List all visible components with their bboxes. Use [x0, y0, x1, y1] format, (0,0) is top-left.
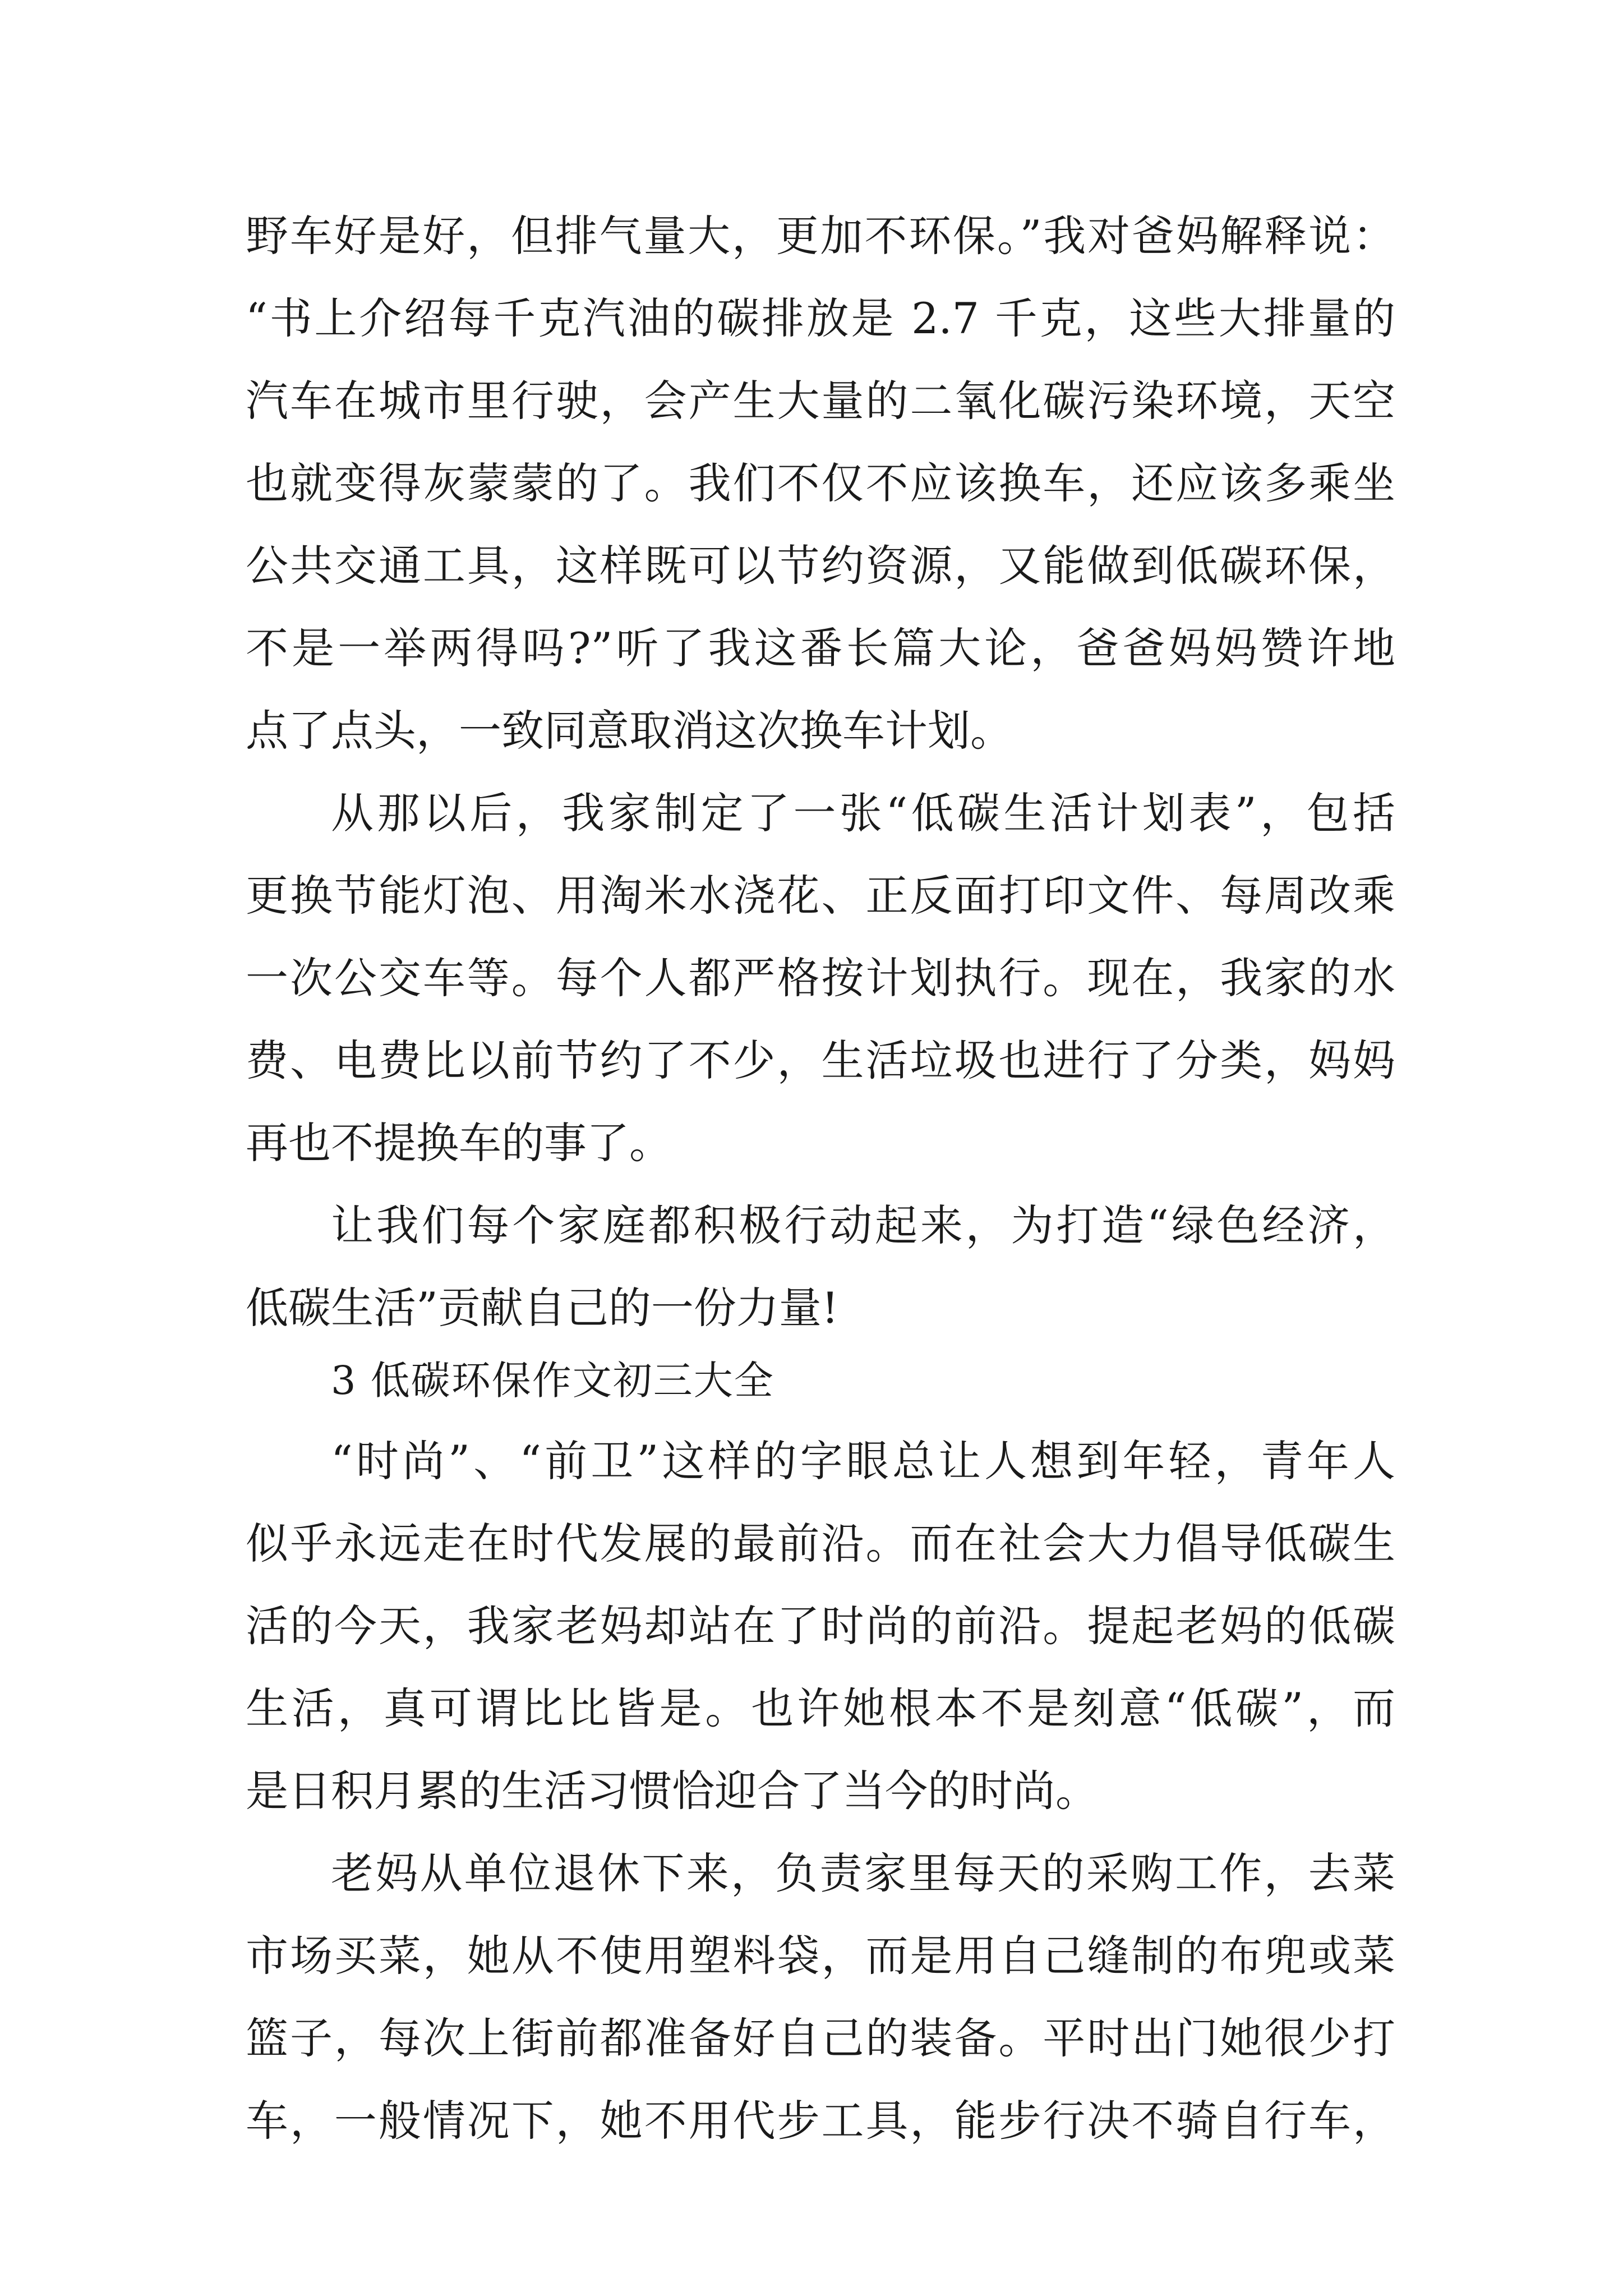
text-line: 是日积月累的生活习惯恰迎合了当今的时尚。 — [246, 1766, 1098, 1816]
section-heading: 3 低碳环保作文初三大全 — [331, 1358, 774, 1404]
text-line: 费、电费比以前节约了不少，生活垃圾也进行了分类，妈妈 — [246, 1036, 1395, 1085]
text-line: 点了点头，一致同意取消这次换车计划。 — [246, 706, 1013, 756]
text-line: 市场买菜，她从不使用塑料袋，而是用自己缝制的布兜或菜 — [246, 1931, 1395, 1981]
text-line: 车，一般情况下，她不用代步工具，能步行决不骑自行车， — [246, 2096, 1395, 2146]
text-line: 更换节能灯泡、用淘米水浇花、正反面打印文件、每周改乘 — [246, 871, 1395, 921]
text-line: 低碳生活”贡献自己的一份力量! — [246, 1283, 839, 1333]
text-line: 活的今天，我家老妈却站在了时尚的前沿。提起老妈的低碳 — [246, 1601, 1395, 1651]
text-line: 老妈从单位退休下来，负责家里每天的采购工作，去菜 — [331, 1848, 1395, 1898]
text-line: 从那以后，我家制定了一张“低碳生活计划表”，包括 — [331, 788, 1395, 838]
text-line: 似乎永远走在时代发展的最前沿。而在社会大力倡导低碳生 — [246, 1519, 1395, 1568]
text-line: 篮子，每次上街前都准备好自己的装备。平时出门她很少打 — [246, 2013, 1395, 2063]
text-line: 不是一举两得吗?”听了我这番长篇大论，爸爸妈妈赞许地 — [246, 623, 1395, 673]
text-line: 公共交通工具，这样既可以节约资源，又能做到低碳环保， — [246, 541, 1395, 591]
text-line: 汽车在城市里行驶，会产生大量的二氧化碳污染环境，天空 — [246, 376, 1395, 426]
text-line: 一次公交车等。每个人都严格按计划执行。现在，我家的水 — [246, 953, 1395, 1003]
text-line: 野车好是好，但排气量大，更加不环保。”我对爸妈解释说： — [246, 211, 1395, 261]
text-line: 生活，真可谓比比皆是。也许她根本不是刻意“低碳”，而 — [246, 1683, 1395, 1733]
text-line: “书上介绍每千克汽油的碳排放是 2.7 千克，这些大排量的 — [246, 293, 1395, 343]
text-line: “时尚”、“前卫”这样的字眼总让人想到年轻，青年人 — [331, 1436, 1395, 1486]
text-line: 让我们每个家庭都积极行动起来，为打造“绿色经济， — [331, 1200, 1395, 1250]
text-line: 再也不提换车的事了。 — [246, 1118, 672, 1168]
text-line: 也就变得灰蒙蒙的了。我们不仅不应该换车，还应该多乘坐 — [246, 458, 1395, 508]
